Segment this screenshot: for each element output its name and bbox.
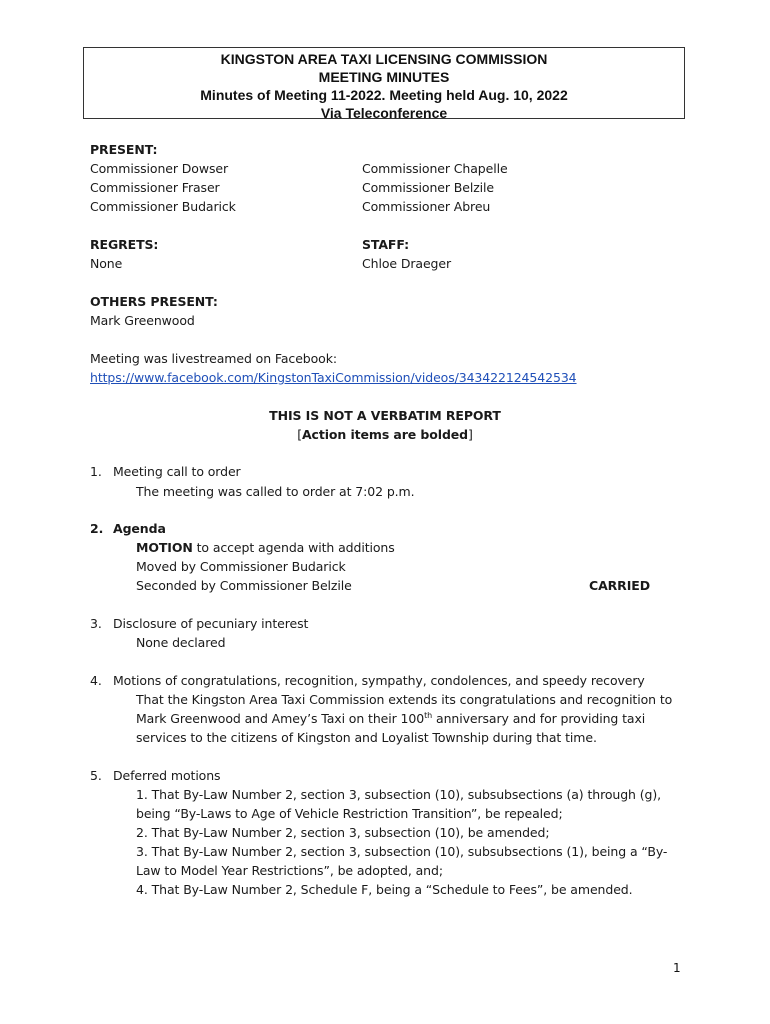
others-label: OTHERS PRESENT:	[90, 294, 218, 309]
present-member: Commissioner Chapelle	[362, 161, 508, 176]
regrets-label: REGRETS:	[90, 237, 159, 252]
deferred-motion-text: 2. That By-Law Number 2, section 3, subsection (10), be amended;	[136, 825, 550, 840]
livestream-text: Meeting was livestreamed on Facebook:	[90, 351, 337, 366]
item-number: 2.	[90, 521, 104, 536]
motion-result: CARRIED	[589, 578, 650, 593]
item-title: Deferred motions	[113, 768, 221, 783]
present-member: Commissioner Dowser	[90, 161, 229, 176]
others-value: Mark Greenwood	[90, 313, 195, 328]
action-items-text: Action items are bolded	[301, 427, 469, 442]
header-commission-name: KINGSTON AREA TAXI LICENSING COMMISSION	[220, 51, 548, 67]
deferred-motion-text: being “By-Laws to Age of Vehicle Restriction Transition”, be repealed;	[136, 806, 563, 821]
item-title: Disclosure of pecuniary interest	[113, 616, 309, 631]
present-member: Commissioner Belzile	[362, 180, 495, 195]
item-text-part: anniversary and for providing taxi	[432, 711, 646, 726]
item-number: 5.	[90, 768, 102, 783]
item-text-part: Mark Greenwood and Amey’s Taxi on their 100	[136, 711, 425, 726]
deferred-motion-text: 4. That By-Law Number 2, Schedule F, being a “Schedule to Fees”, be amended.	[136, 882, 633, 897]
staff-label: STAFF:	[362, 237, 410, 252]
moved-by: Moved by Commissioner Budarick	[136, 559, 346, 574]
deferred-motion-text: Law to Model Year Restrictions”, be adopted, and;	[136, 863, 443, 878]
motion-text: to accept agenda with additions	[192, 540, 395, 555]
item-text: The meeting was called to order at 7:02 p.m.	[136, 484, 415, 499]
present-member: Commissioner Budarick	[90, 199, 236, 214]
header-doc-type: MEETING MINUTES	[318, 69, 450, 85]
verbatim-notice: THIS IS NOT A VERBATIM REPORT	[269, 408, 501, 423]
present-label: PRESENT:	[90, 142, 158, 157]
page-number: 1	[673, 961, 681, 975]
item-text	[136, 709, 645, 728]
staff-value: Chloe Draeger	[362, 256, 452, 271]
bracket-close: ]	[468, 427, 473, 442]
bracket-open: [	[297, 427, 302, 442]
deferred-motion-text: 1. That By-Law Number 2, section 3, subsection (10), subsubsections (a) through (g),	[136, 787, 662, 802]
present-member: Commissioner Fraser	[90, 180, 220, 195]
item-text: That the Kingston Area Taxi Commission extends its congratulations and recognition to	[136, 692, 673, 707]
present-member: Commissioner Abreu	[362, 199, 491, 214]
header-meeting-info: Minutes of Meeting 11-2022. Meeting held Aug. 10, 2022	[200, 87, 568, 103]
livestream-link[interactable]: https://www.facebook.com/KingstonTaxiCommission/videos/343422124542534	[90, 370, 577, 385]
deferred-motion-text: 3. That By-Law Number 2, section 3, subsection (10), subsubsections (1), being a “By-	[136, 844, 668, 859]
ordinal-suffix: th	[424, 711, 433, 720]
item-title: Agenda	[113, 521, 166, 536]
document-header	[83, 47, 685, 119]
item-number: 3.	[90, 616, 102, 631]
item-title: Meeting call to order	[113, 464, 241, 479]
item-number: 1.	[90, 464, 102, 479]
item-text: services to the citizens of Kingston and Loyalist Township during that time.	[136, 730, 597, 745]
motion-keyword: MOTION	[136, 540, 193, 555]
motion-line	[136, 538, 395, 557]
regrets-value: None	[90, 256, 123, 271]
action-items-notice	[0, 425, 770, 444]
item-title: Motions of congratulations, recognition, sympathy, condolences, and speedy recovery	[113, 673, 645, 688]
item-number: 4.	[90, 673, 102, 688]
seconded-by: Seconded by Commissioner Belzile	[136, 578, 352, 593]
header-venue: Via Teleconference	[320, 105, 448, 121]
item-text: None declared	[136, 635, 226, 650]
